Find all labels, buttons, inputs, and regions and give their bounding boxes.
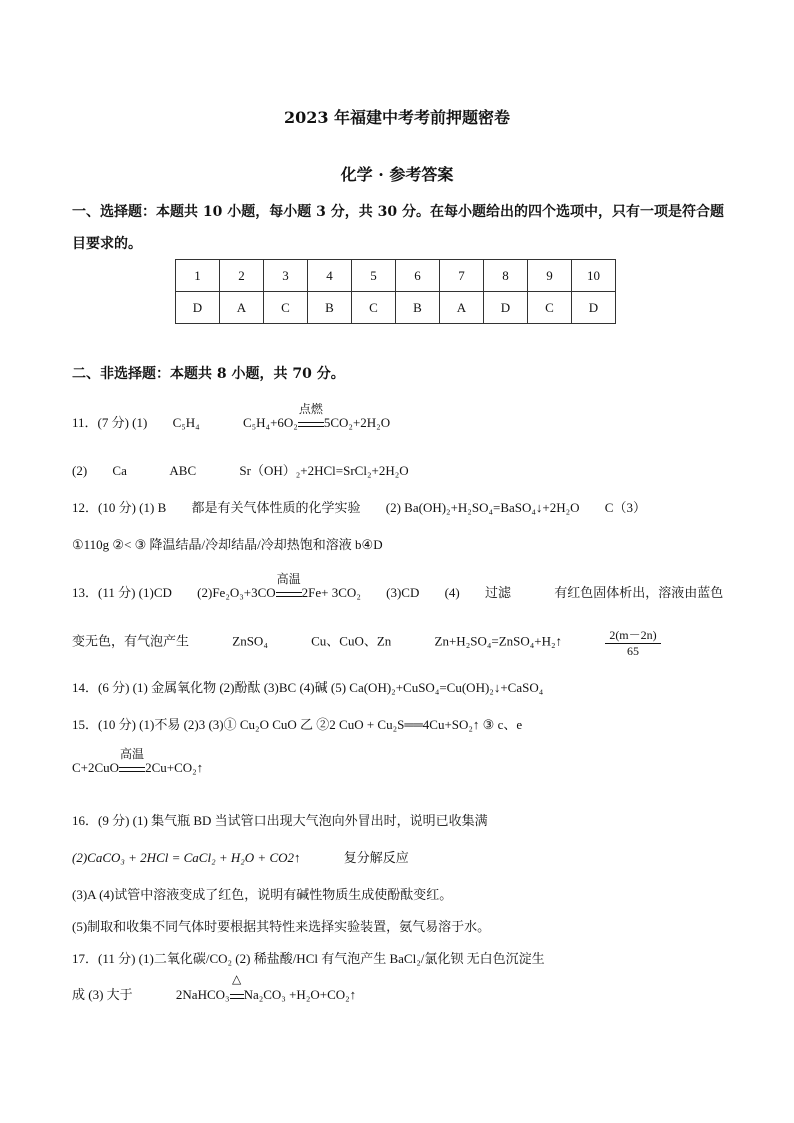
q15-line1: 15．(10 分) (1)不易 (2)3 (3)① Cu₂O CuO 乙 ②2 CuO + Cu₂S══4Cu+SO₂↑ ③ c、e [72,717,523,732]
q12-ans-3: C（3） [604,500,646,515]
q15-eq-cond: 高温 [120,747,145,761]
q17-line2 [72,972,357,1003]
q14-line: 14．(6 分) (1) 金属氧化物 (2)酚酞 (3)BC (4)碱 (5) Ca(OH)₂+CuSO₄=Cu(OH)₂↓+CaSO₄ [72,680,544,695]
q13-ans-c: Cu、CuO、Zn [311,633,392,649]
q17-eq-right: Na₂CO₃ +H₂O+CO₂↑ [243,987,357,1002]
q17-eq-left: 2NaHCO₃ [175,987,230,1002]
q13-ans-4: (4) [444,585,460,600]
q16-equation: (2)CaCO₃ + 2HCl = CaCl₂ + H₂O + CO2↑ [72,850,301,865]
q13-eq-cond: 高温 [276,572,301,586]
q16-line3: (3)A (4)试管中溶液变成了红色，说明有碱性物质生成使酚酞变红。 [72,887,453,902]
table-cell: D [572,292,616,324]
q12-line2: ①110g ②< ③ 降温结晶/冷却结晶/冷却热饱和溶液 b④D [72,537,383,552]
q17-line1: 17．(11 分) (1)二氧化碳/CO₂ (2) 稀盐酸/HCl 有气泡产生 BaCl₂/氯化钡 无白色沉淀生 [72,951,545,966]
q13-condition-arrow [276,572,302,601]
q13-ans-5: 过滤 [485,585,512,600]
section1-heading: 一、选择题：本题共 10 小题，每小题 3 分，共 30 分。在每小题给出的四个选项中，只有一项是符合题目要求的。 [72,204,724,252]
q15-condition-arrow [119,747,145,776]
table-cell: 2 [220,260,264,292]
table-cell: 5 [352,260,396,292]
section2-heading: 二、非选择题：本题共 8 小题，共 70 分。 [72,366,345,382]
q16-reaction-type: 复分解反应 [343,850,409,865]
q11-ans-b: Ca [112,463,127,478]
table-cell: B [396,292,440,324]
table-cell: 8 [484,260,528,292]
table-cell: A [440,292,484,324]
table-cell: D [176,292,220,324]
table-cell: D [484,292,528,324]
q15-eq-left: C+2CuO [72,760,120,775]
q13-label: 13．(11 分) (1)CD [72,585,172,600]
q17-condition-arrow [230,972,244,1003]
q13-eq-left: (2)Fe₂O₃+3CO [197,585,276,600]
q11-line1 [72,402,391,431]
q17-ans-3: 成 (3) 大于 [72,987,133,1002]
q13-ans-6: 有红色固体析出，溶液由蓝色 [554,585,724,600]
table-cell: A [220,292,264,324]
table-cell: 10 [572,260,616,292]
q16-line2 [72,847,409,866]
q11-line2 [72,460,409,479]
page-subtitle: 化学 · 参考答案 [340,165,454,184]
q11-eq-left: C₅H₄+6O₂ [242,415,298,430]
table-row-answers [176,292,616,324]
answer-table [175,259,616,324]
q11-label: 11．(7 分) (1) [72,415,148,430]
q13-ans-3: (3)CD [386,585,420,600]
table-cell: 1 [176,260,220,292]
page-title: 2023 年福建中考考前押题密卷 [283,108,511,127]
q12-line1 [72,497,646,516]
table-cell: 4 [308,260,352,292]
q13-eq-right: 2Fe+ 3CO₂ [301,585,361,600]
q15-line2 [72,747,204,776]
q11-eq-right: 5CO₂+2H₂O [323,415,391,430]
q11-ans-d: Sr（OH）₂+2HCl=SrCl₂+2H₂O [239,463,409,478]
table-cell: 9 [528,260,572,292]
q17-eq-cond: △ [231,972,242,986]
table-row-numbers [176,260,616,292]
q16-line1: 16．(9 分) (1) 集气瓶 BD 当试管口出现大气泡向外冒出时，说明已收集满 [72,813,488,828]
q11-part2: (2) [72,463,88,478]
table-cell: C [352,292,396,324]
q11-condition-arrow [298,402,324,431]
table-cell: C [264,292,308,324]
q11-formula: C₅H₄ [172,415,200,430]
q12-label: 12．(10 分) (1) B [72,500,167,515]
q16-line4: (5)制取和收集不同气体时要根据其特性来选择实验装置，氨气易溶于水。 [72,919,491,934]
q13-cont: 变无色，有气泡产生 [72,633,190,649]
q11-ans-c: ABC [169,463,197,478]
q13-frac-den: 65 [626,644,639,658]
q15-eq-right: 2Cu+CO₂↑ [145,760,204,775]
table-cell: 6 [396,260,440,292]
q13-frac-num: 2(m－2n) [605,626,660,644]
q12-ans-2: (2) Ba(OH)₂+H₂SO₄=BaSO₄↓+2H₂O [385,500,580,515]
q13-ans-d: Zn+H₂SO₄=ZnSO₄+H₂↑ [434,633,563,649]
table-cell: 7 [440,260,484,292]
q13-ans-b: ZnSO₄ [232,633,268,649]
q12-ans-1: 都是有关气体性质的化学实验 [191,500,361,515]
table-cell: 3 [264,260,308,292]
q11-eq-cond: 点燃 [298,402,323,416]
q13-fraction [605,626,660,659]
q13-line2 [72,626,661,659]
table-cell: B [308,292,352,324]
q13-line1 [72,572,724,601]
table-cell: C [528,292,572,324]
